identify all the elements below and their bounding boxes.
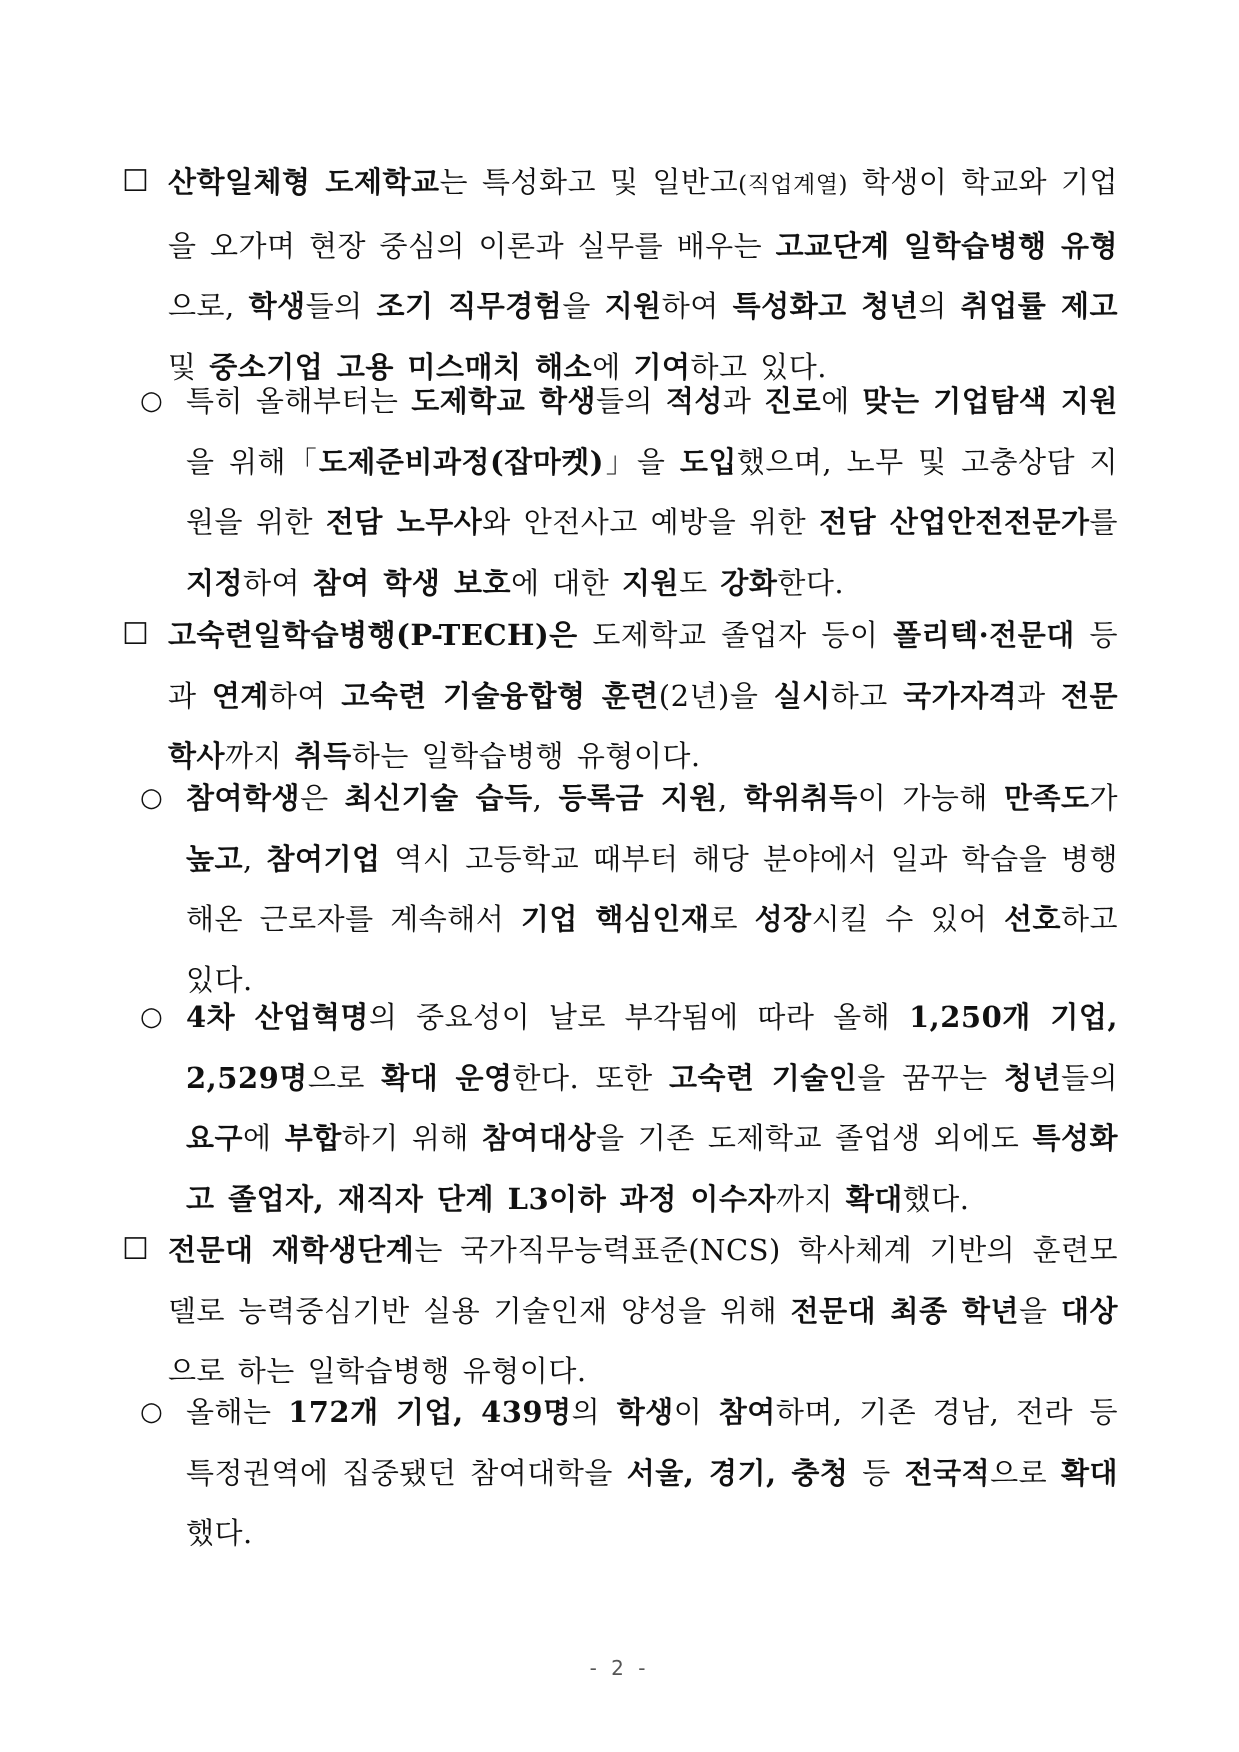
emphasized-text: 확대 — [1060, 1455, 1118, 1490]
body-text: 과 — [722, 384, 765, 418]
emphasized-text: 고숙련 기술융합형 훈련 — [341, 678, 659, 713]
emphasized-text: 전문학사 — [168, 678, 1119, 773]
emphasized-text: 대상 — [1060, 1293, 1119, 1328]
emphasized-text: 전담 노무사 — [325, 505, 483, 539]
emphasized-text: 최신기술 습득 — [344, 781, 533, 815]
section-paragraph — [122, 152, 1118, 397]
emphasized-text: 고숙련일학습병행(P-TECH)은 — [168, 618, 578, 652]
circle-bullet: ○ — [140, 783, 163, 813]
body-text: 을 — [1018, 1293, 1061, 1328]
emphasized-text: 기여 — [633, 349, 691, 384]
circle-bullet: ○ — [140, 1002, 163, 1032]
emphasized-text: 참여대상 — [482, 1121, 597, 1155]
emphasized-text: 참여 — [718, 1395, 776, 1429]
checkbox-square-bullet: ☐ — [122, 164, 149, 199]
body-text: 등과 — [168, 618, 1119, 713]
body-text: 하여 — [268, 678, 342, 713]
emphasized-text: 참여 학생 보호 — [312, 565, 512, 600]
emphasized-text: 부합 — [284, 1121, 342, 1155]
emphasized-text: 연계 — [211, 678, 269, 713]
emphasized-text: 전담 산업안전전문가 — [819, 505, 1090, 539]
emphasized-text: 적성 — [665, 384, 723, 418]
checkbox-square-bullet: ☐ — [122, 1232, 149, 1267]
emphasized-text: 확대 — [845, 1181, 903, 1216]
section-paragraph — [122, 1220, 1118, 1402]
body-text: 에 — [592, 349, 634, 384]
body-text: 에 — [243, 1121, 285, 1155]
body-text: 들의 — [595, 384, 666, 418]
emphasized-text: 진로 — [764, 384, 822, 418]
checkbox-square-bullet: ☐ — [122, 617, 149, 652]
body-text: 하기 위해 — [341, 1121, 483, 1155]
emphasized-text: 선호 — [1003, 902, 1061, 936]
body-text: 하고 있다. — [690, 349, 827, 384]
emphasized-text: 전국적 — [904, 1455, 991, 1490]
emphasized-text: 고교단계 일학습병행 유형 — [775, 228, 1118, 263]
body-text: 이 — [673, 1395, 719, 1429]
body-text: 의 — [571, 1395, 617, 1429]
body-text: 올해는 — [186, 1395, 289, 1429]
emphasized-text: 폴리텍·전문대 — [893, 618, 1075, 652]
body-text: 등 — [848, 1455, 905, 1490]
emphasized-text: 취득 — [294, 739, 352, 773]
body-text: 들의 — [305, 289, 377, 323]
body-text: 」을 — [603, 444, 680, 479]
body-text: 을 기존 도제학교 졸업생 외에도 — [596, 1121, 1033, 1155]
emphasized-text: 고숙련 기술인 — [668, 1060, 858, 1095]
body-text: 는 특성화고 및 일반고 — [439, 165, 739, 199]
emphasized-text: 실시 — [773, 678, 831, 713]
sub-item-job-market — [140, 371, 1118, 613]
emphasized-text: 조기 직무경험 — [376, 289, 563, 323]
body-text: 했다. — [902, 1181, 970, 1216]
body-text: 특히 올해부터는 — [186, 384, 412, 418]
body-text: 하는 일학습병행 유형이다. — [351, 739, 701, 773]
sub-item-participant-benefits — [140, 768, 1118, 1010]
emphasized-text: 확대 운영 — [381, 1060, 513, 1095]
body-text: 와 안전사고 예방을 위한 — [482, 505, 820, 539]
emphasized-text: 지정 — [186, 565, 244, 600]
body-text: 시킬 수 있어 — [811, 902, 1004, 936]
body-text: 역시 고등학교 때부터 해당 분야에서 일과 학습을 병행해온 근로자를 계속해서 — [186, 841, 1118, 936]
body-text: , — [243, 841, 267, 876]
body-text: 에 — [821, 384, 863, 418]
section-item-p-tech — [122, 605, 1118, 787]
emphasized-text: 도제학교 학생 — [411, 384, 596, 418]
emphasized-text: 국가자격 — [903, 678, 1018, 713]
section-paragraph — [140, 1382, 1118, 1564]
body-text: 을 — [562, 289, 605, 323]
emphasized-text: 성장 — [754, 902, 812, 936]
body-text: 의 — [918, 289, 961, 323]
emphasized-text: 서울, 경기, 충청 — [626, 1455, 849, 1490]
emphasized-text: 요구 — [186, 1121, 244, 1155]
emphasized-text: 만족도 — [1003, 781, 1090, 815]
body-text: (직업계열) — [738, 172, 848, 198]
emphasized-text: 특성화고 졸업자, 재직자 단계 L3이하 과정 이수자 — [186, 1121, 1119, 1216]
emphasized-text: 기업 핵심인재 — [520, 902, 710, 936]
body-text: 한다. — [777, 565, 845, 600]
sub-item-expansion — [140, 987, 1118, 1229]
body-text: , — [532, 781, 559, 815]
section-paragraph — [140, 371, 1118, 613]
body-text: 가 — [1089, 781, 1119, 815]
body-text: 까지 — [775, 1181, 846, 1216]
emphasized-text: 강화 — [720, 565, 778, 600]
emphasized-text: 4차 산업혁명 — [186, 1000, 369, 1034]
emphasized-text: 도제준비과정(잡마켓) — [318, 444, 604, 479]
body-text: 을 위해「 — [186, 444, 319, 479]
body-text: 및 — [168, 349, 210, 384]
body-text: 학생이 학교와 기업을 오가며 현장 중심의 이론과 실무를 배우는 — [168, 165, 1118, 263]
body-text: 했으며, 노무 및 고충상담 지원을 위한 — [186, 444, 1118, 539]
body-text: 하여 — [661, 289, 733, 323]
body-text: 도제학교 졸업자 등이 — [577, 618, 894, 652]
page-number: - 2 - — [589, 1656, 650, 1680]
emphasized-text: 학생 — [616, 1395, 674, 1429]
body-text: 에 대한 — [511, 565, 623, 600]
emphasized-text: 172개 기업, 439명 — [288, 1395, 572, 1429]
circle-bullet: ○ — [140, 386, 163, 416]
body-text: 하며, 기존 경남, 전라 등 특정권역에 집중됐던 참여대학을 — [186, 1395, 1119, 1490]
body-text: 의 중요성이 날로 부각됨에 따라 올해 — [368, 1000, 909, 1034]
emphasized-text: 도입 — [679, 444, 737, 479]
emphasized-text: 등록금 지원 — [558, 781, 718, 815]
body-text: 로 — [709, 902, 755, 936]
body-text: 하고 있다. — [186, 902, 1119, 997]
body-text: 으로 — [990, 1455, 1061, 1490]
body-text: 으로 하는 일학습병행 유형이다. — [168, 1354, 587, 1388]
body-text: 한다. 또한 — [512, 1060, 669, 1095]
emphasized-text: 학위취득 — [743, 781, 858, 815]
circle-bullet: ○ — [140, 1397, 163, 1427]
section-paragraph — [140, 987, 1118, 1229]
emphasized-text: 학생 — [248, 289, 306, 323]
emphasized-text: 지원 — [622, 565, 680, 600]
body-text: 과 — [1017, 678, 1062, 713]
body-text: 하고 — [830, 678, 904, 713]
section-item-apprenticeship-school — [122, 152, 1118, 397]
emphasized-text: 전문대 최종 학년 — [790, 1293, 1019, 1328]
body-text: 는 국가직무능력표준(NCS) 학사체계 기반의 훈련모델로 능력중심기반 실용 기술인재 양성을 위해 — [168, 1233, 1118, 1328]
body-text: 도 — [679, 565, 721, 600]
body-text: 까지 — [225, 739, 295, 773]
section-paragraph — [140, 768, 1118, 1010]
emphasized-text: 지원 — [604, 289, 662, 323]
section-item-college-stage — [122, 1220, 1118, 1402]
body-text: 이 가능해 — [857, 781, 1004, 815]
section-paragraph — [122, 605, 1118, 787]
body-text: 을 꿈꾸는 — [857, 1060, 1004, 1095]
body-text: 으로, — [168, 289, 249, 323]
emphasized-text: 높고 — [186, 841, 244, 876]
body-text: 들의 — [1061, 1060, 1119, 1095]
emphasized-text: 참여기업 — [266, 841, 381, 876]
emphasized-text: 청년 — [1003, 1060, 1061, 1095]
emphasized-text: 취업률 제고 — [960, 289, 1119, 323]
emphasized-text: 전문대 재학생단계 — [168, 1233, 415, 1267]
emphasized-text: 참여학생 — [186, 781, 301, 815]
emphasized-text: 특성화고 청년 — [732, 289, 919, 323]
body-text: 했다. — [186, 1516, 253, 1550]
emphasized-text: 산학일체형 도제학교 — [168, 165, 440, 199]
body-text: (2년)을 — [658, 678, 774, 713]
body-text: 하여 — [243, 565, 313, 600]
emphasized-text: 중소기업 고용 미스매치 해소 — [209, 349, 593, 384]
body-text: , — [717, 781, 744, 815]
sub-item-college-expansion — [140, 1382, 1118, 1564]
body-text: 를 — [1089, 505, 1118, 539]
emphasized-text: 맞는 기업탐색 지원 — [862, 384, 1119, 418]
body-text: 은 — [300, 781, 345, 815]
body-text: 으로 — [307, 1060, 382, 1095]
emphasized-text: 1,250개 기업, 2,529명 — [186, 1000, 1118, 1095]
